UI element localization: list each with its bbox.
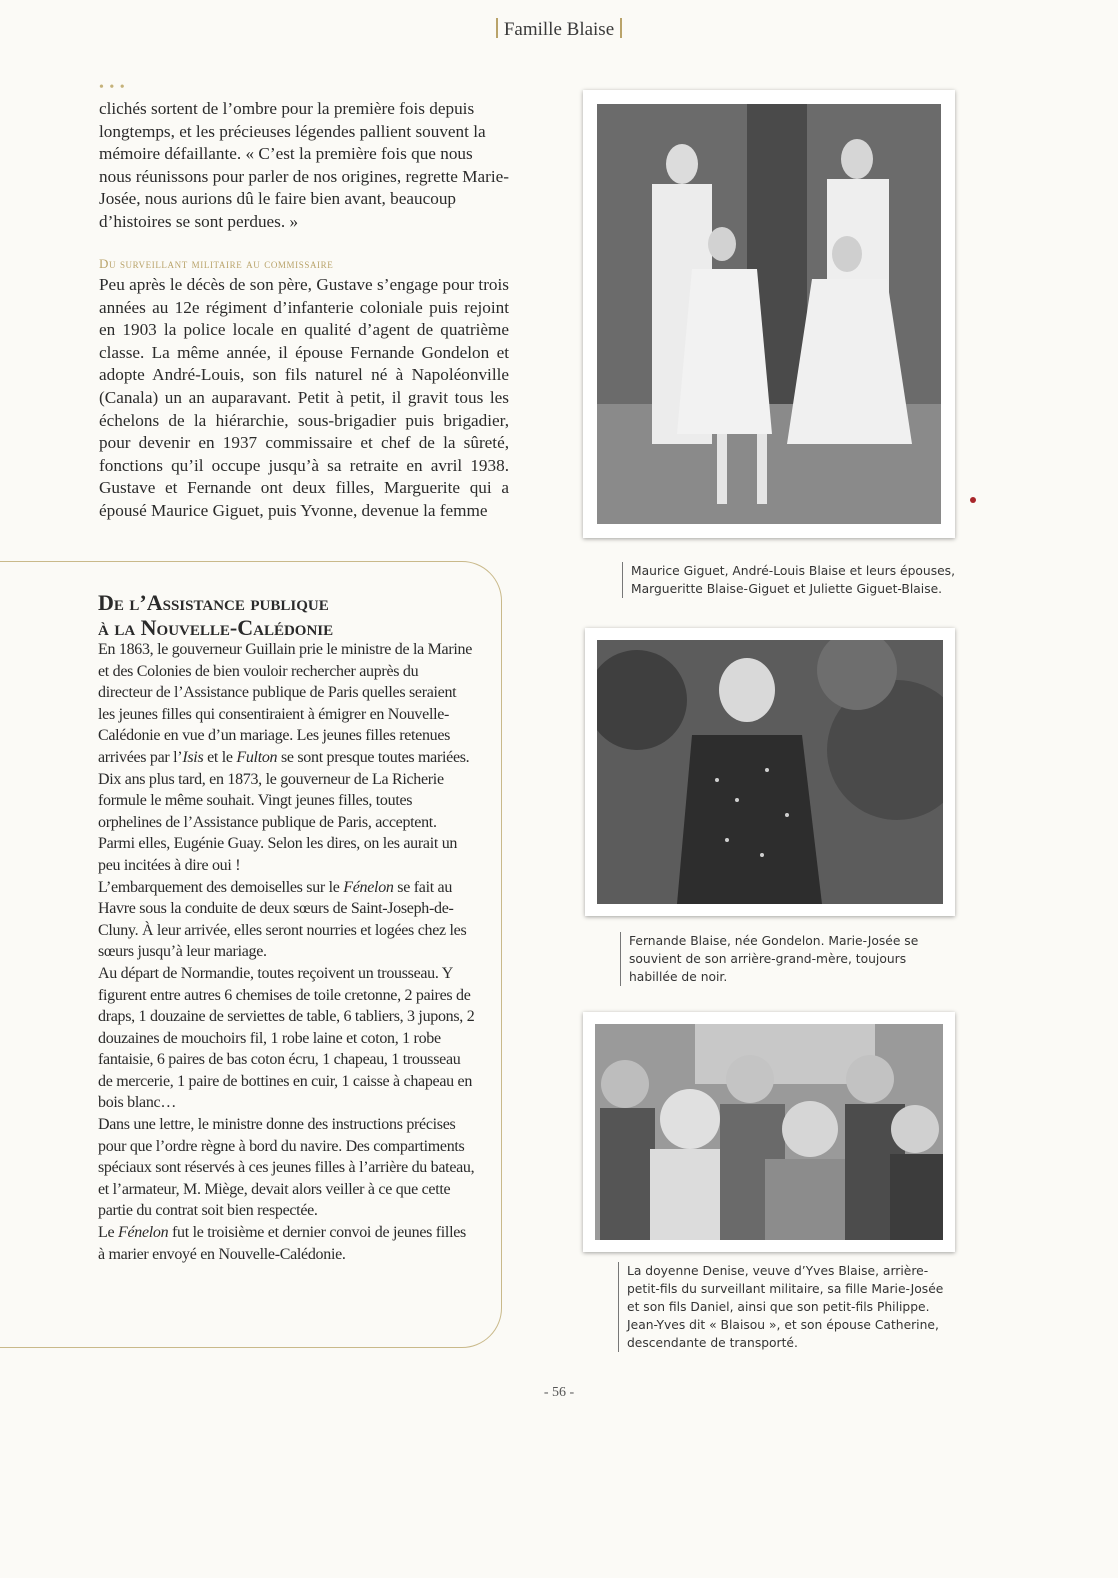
- sidebar-paragraph-3: [98, 877, 476, 963]
- header-rule-right: [620, 18, 622, 38]
- sidebar-title: [98, 590, 498, 640]
- sidebar-p3-end: se fait au Havre sous la conduite de deux sœurs de Saint-Joseph-de-Cluny. À leur arrivée, elles seront nourries et logées chez les sœurs jusqu’à leur mariage.: [98, 878, 467, 961]
- sidebar-title-line2: à la Nouvelle-Calédonie: [98, 615, 334, 640]
- ship-name-fenelon-2: Fénelon: [117, 1224, 169, 1242]
- photo-two-couples-image: [597, 104, 941, 524]
- sidebar-p3-start: L’embarquement des demoiselles sur le: [98, 878, 344, 896]
- ship-name-isis: Isis: [182, 748, 204, 766]
- ink-spot: [970, 497, 976, 503]
- photo-two-couples: [583, 90, 955, 538]
- header-title: Famille Blaise: [503, 19, 615, 40]
- sidebar-text: [98, 639, 476, 1265]
- sidebar-paragraph-2: Dix ans plus tard, en 1873, le gouverneur de La Richerie formule le même souhait. Vingt jeunes filles, toutes orphelines de l’Assistance publique de Paris, acceptent. Parmi elles, Eugénie Guay. Selon les dires, on les aurait un peu incitées à dire oui !: [98, 770, 458, 874]
- photo-family-group: [583, 1012, 955, 1252]
- photo-family-group-image: [595, 1024, 943, 1240]
- sidebar-p6-end: fut le troisième et dernier convoi de jeunes filles à marier envoyé en Nouvelle-Calédonie.: [98, 1224, 466, 1263]
- photo-two-couples-caption: Maurice Giguet, André-Louis Blaise et leurs épouses, Margueritte Blaise-Giguet et Juliette Giguet-Blaise.: [622, 562, 971, 598]
- sidebar-p6-start: Le: [98, 1224, 118, 1242]
- page-number: - 56 -: [543, 1385, 575, 1400]
- photo-fernande-blaise-image: [597, 640, 943, 904]
- sidebar-title-line1: De l’Assistance publique: [98, 590, 329, 615]
- sidebar-p1-mid: et le: [203, 748, 237, 766]
- photo-fernande-blaise-caption: Fernande Blaise, née Gondelon. Marie-Josée se souvient de son arrière-grand-mère, toujours habillée de noir.: [620, 932, 949, 986]
- photo-fernande-blaise: [585, 628, 955, 916]
- section-subheading: Du surveillant militaire au commissaire: [99, 256, 334, 271]
- ship-name-fulton: Fulton: [236, 748, 278, 766]
- sidebar-p1-text: En 1863, le gouverneur Guillain prie le ministre de la Marine et des Colonies de bien vouloir rechercher auprès du directeur de l’Assistance publique de Paris quelles seraient les jeunes filles qui consentiraient à émigrer en Nouvelle-Calédonie en vue d’un mariage. Les jeunes filles retenues arrivées par l’: [98, 641, 473, 766]
- section-paragraph: Peu après le décès de son père, Gustave s’engage pour trois années au 12e régiment d’infanterie coloniale puis rejoint en 1903 la police locale en qualité d’agent de quatrième classe. La même année, il épouse Fernande Gondelon et adopte André-Louis, son fils naturel né à Napoléonville (Canala) un an auparavant. Petit à petit, il gravit tous les échelons de la hiérarchie, sous-brigadier puis brigadier, pour devenir en 1937 commissaire et chef de la sûreté, fonctions qu’il occupe jusqu’à sa retraite en avril 1938. Gustave et Fernande ont deux filles, Marguerite qui a épousé Maurice Giguet, puis Yvonne, devenue la femme: [99, 275, 509, 520]
- header-rule-left: [496, 18, 498, 38]
- photo-family-group-caption: La doyenne Denise, veuve d’Yves Blaise, arrière-petit-fils du surveillant militaire, sa fille Marie-Josée et son fils Daniel, ainsi que son petit-fils Philippe. Jean-Yves dit « Blaisou », et son épouse Catherine, descendante de transporté.: [618, 1262, 957, 1352]
- continuation-marker: • • •: [99, 80, 126, 95]
- sidebar-paragraph-4: Au départ de Normandie, toutes reçoivent un trousseau. Y figurent entre autres 6 chemises de toile cretonne, 2 paires de draps, 1 douzaine de serviettes de table, 6 tabliers, 3 jupons, 2 douzaines de mouchoirs fil, 1 robe laine et coton, 1 robe fantaisie, 6 paires de bas coton écru, 1 chapeau, 1 trousseau de mercerie, 1 paire de bottines en cuir, 1 caisse à chapeau en bois blanc…: [98, 964, 475, 1112]
- running-header: [0, 18, 1118, 41]
- sidebar-p1-end: se sont presque toutes mariées.: [277, 748, 470, 766]
- sidebar-paragraph-5: Dans une lettre, le ministre donne des instructions précises pour que l’ordre règne à bord du navire. Des compartiments spéciaux sont réservés à ces jeunes filles à l’arrière du bateau, et l’armateur, M. Miège, devait alors veiller à ce que cette partie du contrat soit bien respectée.: [98, 1116, 475, 1220]
- intro-paragraph: clichés sortent de l’ombre pour la première fois depuis longtemps, et les précieuses légendes pallient souvent la mémoire défaillante. « C’est la première fois que nous nous réunissons pour parler de nos origines, regrette Marie-Josée, nous aurions dû le faire bien avant, beaucoup d’histoires se sont perdues. »: [99, 99, 509, 231]
- sidebar-paragraph-1: [98, 639, 476, 769]
- ship-name-fenelon: Fénelon: [343, 878, 394, 896]
- sidebar-paragraph-6: [98, 1222, 476, 1265]
